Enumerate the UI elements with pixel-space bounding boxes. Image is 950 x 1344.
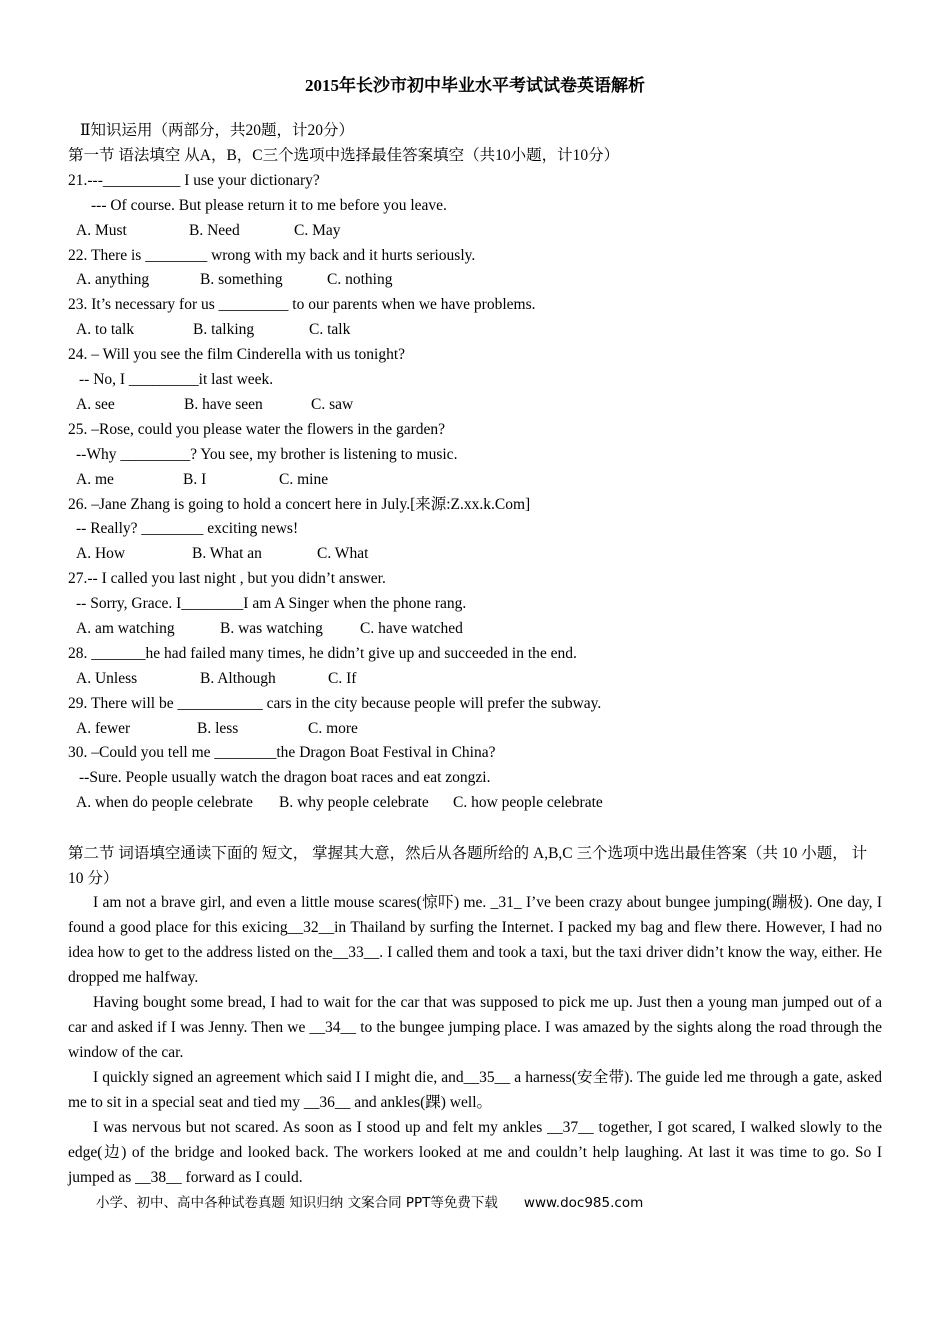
option-b: B. less: [197, 720, 239, 737]
page-footer: [96, 1191, 643, 1211]
question-stem: 30. –Could you tell me ________the Dragon Boat Festival in China?: [68, 744, 496, 761]
footer-url[interactable]: www.doc985.com: [523, 1195, 644, 1211]
passage-paragraph-1: I am not a brave girl, and even a little mouse scares(惊吓) me. _31_ I’ve been crazy about bungee jumping(蹦极). One day, I found a good place for this exicing__32__in Thailand by surfing the Internet. I packed my bag and flew there. However, I had no idea how to get to the address listed on the__33__. I called them and took a taxi, but the taxi driver didn’t know the way, either. He dropped me halfway.: [68, 894, 882, 986]
option-b: B. why people celebrate: [279, 794, 429, 811]
option-c: C. May: [294, 222, 341, 239]
option-c: C. talk: [309, 321, 351, 338]
option-c: C. more: [308, 720, 358, 737]
question-response: --Sure. People usually watch the dragon boat races and eat zongzi.: [79, 769, 491, 786]
option-b: B. Although: [200, 670, 276, 687]
question-stem: 29. There will be ___________ cars in the city because people will prefer the subway.: [68, 695, 602, 712]
question-stem: 28. _______he had failed many times, he didn’t give up and succeeded in the end.: [68, 645, 577, 662]
option-a: A. see: [76, 396, 115, 413]
question-stem: 23. It’s necessary for us _________ to our parents when we have problems.: [68, 296, 536, 313]
question-stem: 25. –Rose, could you please water the flowers in the garden?: [68, 421, 446, 438]
option-c: C. saw: [311, 396, 354, 413]
passage-paragraph-2: Having bought some bread, I had to wait for the car that was supposed to pick me up. Just then a young man jumped out of a car and asked if I was Jenny. Then we __34__ to the bungee jumping place. I was amazed by the sights along the road through the window of the car.: [68, 994, 882, 1061]
option-c: C. how people celebrate: [453, 794, 603, 811]
option-a: A. Must: [76, 222, 127, 239]
question-response: -- Really? ________ exciting news!: [76, 520, 299, 537]
option-a: A. am watching: [76, 620, 175, 637]
footer-text: 小学、初中、高中各种试卷真题 知识归纳 文案合同 PPT等免费下载: [96, 1195, 498, 1211]
option-b: B. I: [183, 471, 207, 488]
section1-header: 第一节 语法填空 从A，B，C三个选项中选择最佳答案填空（共10小题，计10分）: [68, 147, 620, 164]
option-b: B. Need: [189, 222, 240, 239]
passage-paragraph-4: I was nervous but not scared. As soon as I stood up and felt my ankles __37__ together, I got scared, I walked slowly to the edge(边) of the bridge and looked back. The workers looked at me and couldn’t help laughing. At last it was time to go. So I jumped as __38__ forward as I could.: [68, 1119, 882, 1186]
option-a: A. anything: [76, 271, 150, 288]
option-b: B. was watching: [220, 620, 323, 637]
question-stem: 27.-- I called you last night , but you didn’t answer.: [68, 570, 386, 587]
option-c: C. have watched: [360, 620, 463, 637]
question-stem: 26. –Jane Zhang is going to hold a concert here in July.[来源:Z.xx.k.Com]: [68, 496, 531, 513]
question-response: -- No, I _________it last week.: [79, 371, 274, 388]
option-b: B. talking: [193, 321, 255, 338]
option-a: A. to talk: [76, 321, 135, 338]
part2-header: Ⅱ知识运用（两部分，共20题，计20分）: [80, 122, 355, 139]
question-response: --Why _________? You see, my brother is listening to music.: [76, 446, 458, 463]
option-a: A. Unless: [76, 670, 138, 687]
option-c: C. If: [328, 670, 357, 687]
option-b: B. What an: [192, 545, 262, 562]
option-a: A. fewer: [76, 720, 131, 737]
passage-paragraph-3: I quickly signed an agreement which said I I might die, and__35__ a harness(安全带). The guide led me through a gate, asked me to sit in a special seat and tied my __36__ and ankles(踝) well。: [68, 1069, 882, 1111]
question-stem: 22. There is ________ wrong with my back and it hurts seriously.: [68, 247, 476, 264]
option-a: A. me: [76, 471, 114, 488]
document-title: 2015年长沙市初中毕业水平考试试卷英语解析: [305, 76, 645, 95]
question-response: -- Sorry, Grace. I________I am A Singer when the phone rang.: [76, 595, 467, 612]
question-stem: 21.---__________ I use your dictionary?: [68, 172, 320, 189]
option-a: A. when do people celebrate: [76, 794, 253, 811]
option-b: B. have seen: [184, 396, 263, 413]
option-c: C. nothing: [327, 271, 393, 288]
question-response: --- Of course. But please return it to me before you leave.: [91, 197, 447, 214]
option-c: C. mine: [279, 471, 329, 488]
option-a: A. How: [76, 545, 126, 562]
option-b: B. something: [200, 271, 283, 288]
option-c: C. What: [317, 545, 369, 562]
question-stem: 24. – Will you see the film Cinderella with us tonight?: [68, 346, 406, 363]
section2-header: 第二节 词语填空通读下面的 短文， 掌握其大意，然后从各题所给的 A,B,C 三个选项中选出最佳答案（共 10 小题， 计 10 分）: [68, 845, 868, 887]
